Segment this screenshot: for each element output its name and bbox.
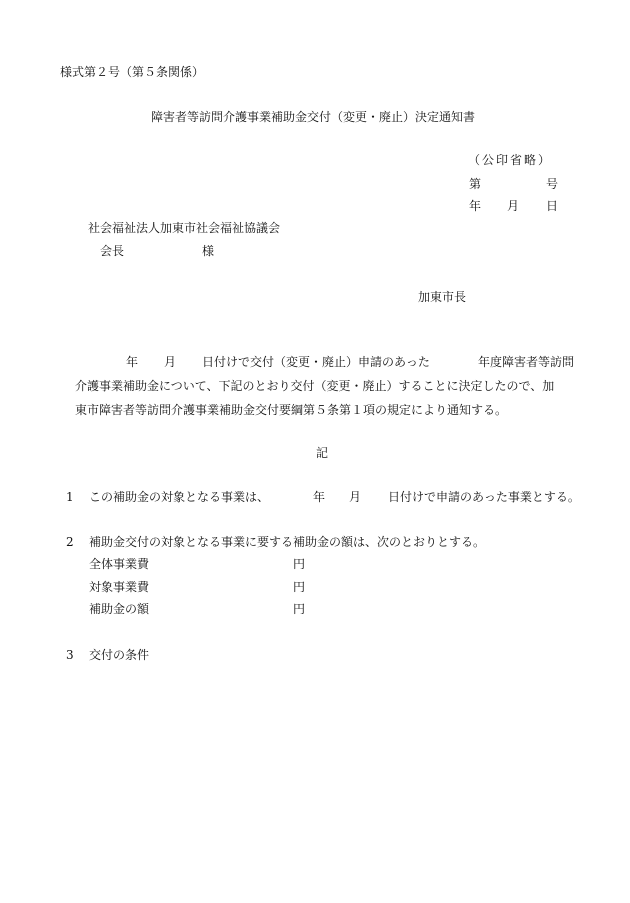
ki-heading: 記 [316,446,329,460]
item2-number: 2 [66,535,74,549]
sender: 加東市長 [418,290,467,304]
cost-unit: 円 [293,557,306,571]
seal-omitted-note: （公印省略） [468,153,553,167]
doc-number-go: 号 [546,177,559,191]
body-line1-end: 年度障害者等訪問 [478,355,575,369]
body-line1-month: 月 [164,355,177,369]
doc-number-dai: 第 [469,177,482,191]
cost-unit: 円 [293,580,306,594]
item2-text: 補助金交付の対象となる事業に要する補助金の額は、次のとおりとする。 [89,535,486,549]
form-label: 様式第２号（第５条関係） [60,65,205,79]
cost-label: 補助金の額 [89,602,150,616]
item1-year: 年 [313,490,326,504]
cost-label: 全体事業費 [89,557,150,571]
body-line1-year: 年 [126,355,139,369]
body-line2: 介護事業補助金について、下記のとおり交付（変更・廃止）することに決定したので、加 [75,379,555,393]
cost-unit: 円 [293,602,306,616]
item1-text-a: この補助金の対象となる事業は、 [89,490,270,504]
item1-number: 1 [66,490,74,504]
recipient-honorific: 様 [202,244,215,258]
document-title: 障害者等訪問介護事業補助金交付（変更・廃止）決定通知書 [151,110,476,124]
recipient-org: 社会福祉法人加東市社会福祉協議会 [88,221,281,235]
date-year: 年 [469,199,482,213]
recipient-title: 会長 [100,244,125,258]
body-line1-mid: 日付けで交付（変更・廃止）申請のあった [202,355,430,369]
item3-number: 3 [66,648,74,662]
date-day: 日 [546,199,559,213]
body-line3: 東市障害者等訪問介護事業補助金交付要綱第５条第１項の規定により通知する。 [75,403,508,417]
item1-text-b: 日付けで申請のあった事業とする。 [388,490,580,504]
cost-label: 対象事業費 [89,580,150,594]
date-month: 月 [507,199,520,213]
item3-text: 交付の条件 [89,648,150,662]
item1-month: 月 [349,490,362,504]
